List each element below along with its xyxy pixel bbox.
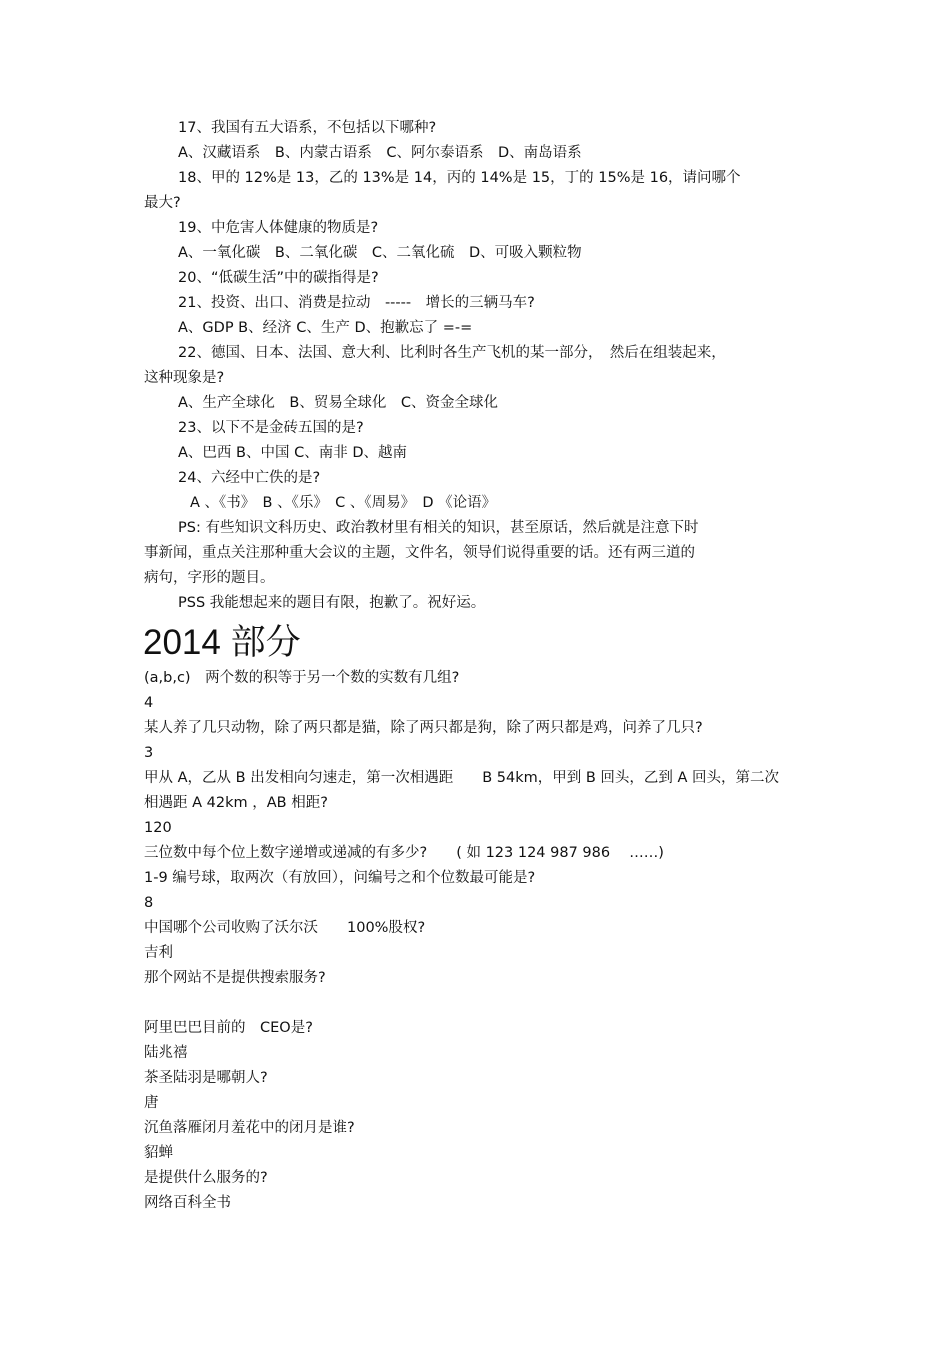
- question-23: 23、以下不是金砖五国的是?: [178, 420, 364, 436]
- q2014-6: 中国哪个公司收购了沃尔沃 100%股权?: [144, 920, 426, 936]
- options-21: A、GDP B、经济 C、生产 D、抱歉忘了 =-=: [178, 320, 473, 336]
- q2014-4: 三位数中每个位上数字递增或递减的有多少? ( 如 123 124 987 986 ……): [144, 845, 664, 861]
- question-22: 22、德国、日本、法国、意大利、比利时各生产飞机的某一部分， 然后在组装起来，: [178, 345, 726, 361]
- a2014-10: 貂蝉: [144, 1145, 173, 1161]
- section-heading-2014: 2014 部分: [143, 623, 301, 662]
- q2014-1: (a,b,c) 两个数的积等于另一个数的实数有几组?: [144, 670, 460, 686]
- a2014-3: 120: [144, 820, 172, 836]
- options-23: A、巴西 B、中国 C、南非 D、越南: [178, 445, 407, 461]
- a2014-2: 3: [144, 745, 154, 761]
- a2014-11: 网络百科全书: [144, 1195, 231, 1211]
- ps-note-line-1: PS: 有些知识文科历史、政治教材里有相关的知识，甚至原话，然后就是注意下时: [178, 520, 699, 536]
- a2014-6: 吉利: [144, 945, 173, 961]
- ps-note-line-2: 事新闻，重点关注那种重大会议的主题，文件名，领导们说得重要的话。还有两三道的: [144, 545, 695, 561]
- question-18: 18、甲的 12%是 13，乙的 13%是 14，丙的 14%是 15，丁的 15%是 16，请问哪个: [178, 170, 741, 186]
- question-18-cont: 最大?: [144, 195, 181, 211]
- q2014-8: 阿里巴巴目前的 CEO是?: [144, 1020, 313, 1036]
- ps-note-line-3: 病句，字形的题目。: [144, 570, 275, 586]
- question-20: 20、“低碳生活”中的碳指得是?: [178, 270, 379, 286]
- q2014-3: 甲从 A，乙从 B 出发相向匀速走，第一次相遇距 B 54km，甲到 B 回头，乙到 A 回头，第二次: [144, 770, 780, 786]
- a2014-5: 8: [144, 895, 154, 911]
- q2014-5: 1-9 编号球，取两次（有放回），问编号之和个位数最可能是?: [144, 870, 536, 886]
- q2014-7: 那个网站不是提供搜索服务?: [144, 970, 326, 986]
- question-22-cont: 这种现象是?: [144, 370, 225, 386]
- a2014-1: 4: [144, 695, 154, 711]
- q2014-3-cont: 相遇距 A 42km ，AB 相距?: [144, 795, 328, 811]
- q2014-10: 沉鱼落雁闭月羞花中的闭月是谁?: [144, 1120, 355, 1136]
- q2014-11: 是提供什么服务的?: [144, 1170, 268, 1186]
- question-19: 19、中危害人体健康的物质是?: [178, 220, 379, 236]
- q2014-9: 茶圣陆羽是哪朝人?: [144, 1070, 268, 1086]
- q2014-2: 某人养了几只动物，除了两只都是猫，除了两只都是狗，除了两只都是鸡，问养了几只?: [144, 720, 703, 736]
- a2014-9: 唐: [144, 1095, 159, 1111]
- question-17: 17、我国有五大语系，不包括以下哪种?: [178, 120, 437, 136]
- options-17: A、汉藏语系 B、内蒙古语系 C、阿尔泰语系 D、南岛语系: [178, 145, 582, 161]
- a2014-8: 陆兆禧: [144, 1045, 188, 1061]
- question-24: 24、六经中亡佚的是?: [178, 470, 321, 486]
- options-19: A、一氧化碳 B、二氧化碳 C、二氧化硫 D、可吸入颗粒物: [178, 245, 582, 261]
- question-21: 21、投资、出口、消费是拉动 ----- 增长的三辆马车?: [178, 295, 535, 311]
- pss-note: PSS 我能想起来的题目有限，抱歉了。祝好运。: [178, 595, 486, 611]
- options-24: A 、《书》 B 、《乐》 C 、《周易》 D 《论语》: [190, 495, 497, 511]
- options-22: A、生产全球化 B、贸易全球化 C、资金全球化: [178, 395, 498, 411]
